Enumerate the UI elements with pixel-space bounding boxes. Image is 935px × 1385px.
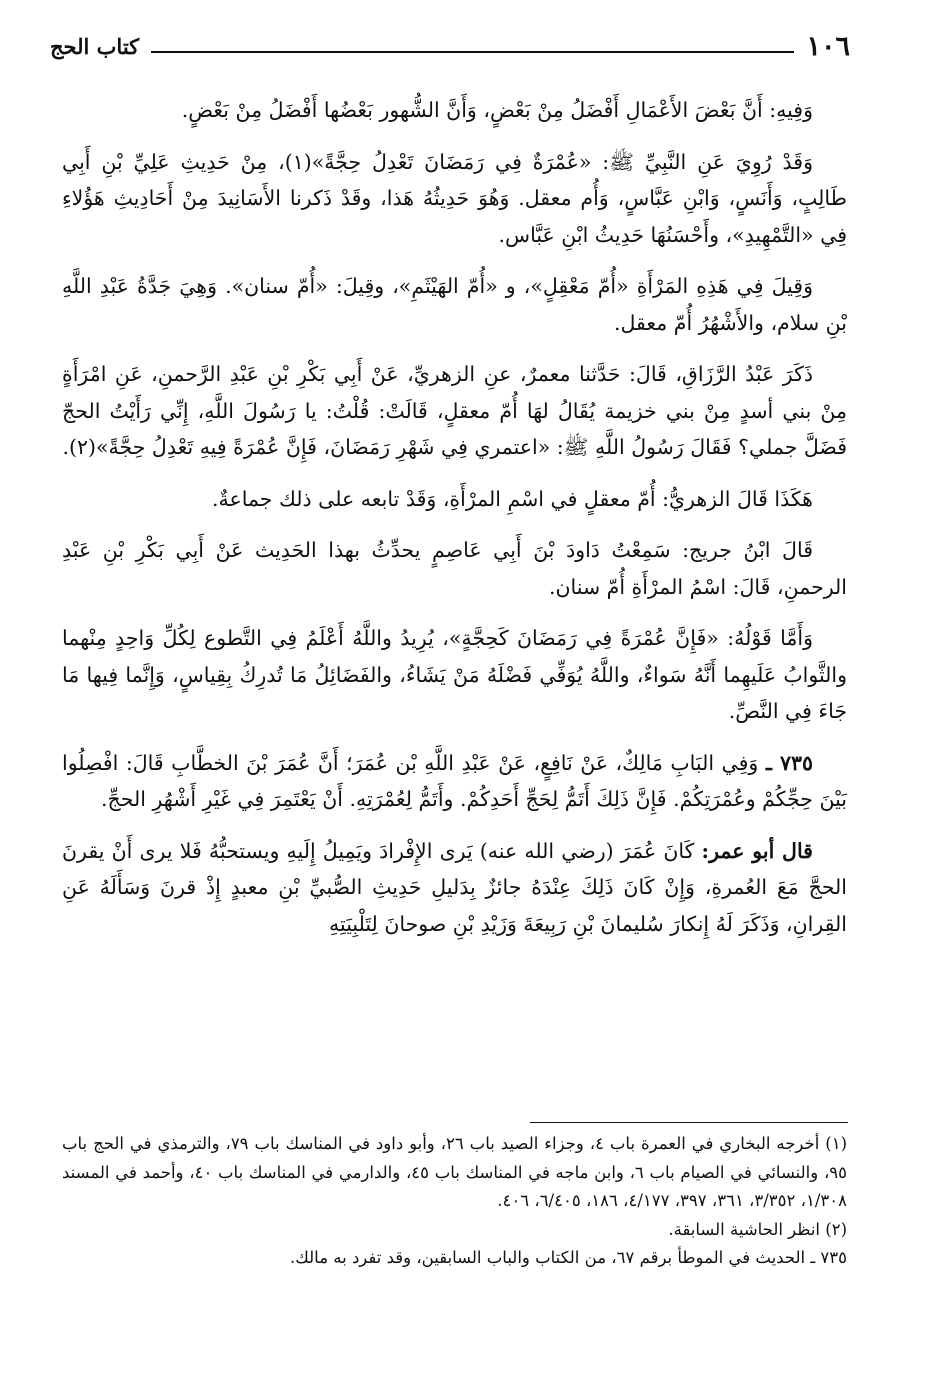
hadith-number: ٧٣٥ ـ xyxy=(765,750,813,775)
commentary-paragraph xyxy=(62,833,847,943)
page-header xyxy=(50,24,850,68)
paragraph: هَكَذَا قَالَ الزهريُّ: أُمّ معقلٍ في اسْمِ المرْأَةِ، وَقَدْ تابعه على ذلك جماعةٌ. xyxy=(211,486,813,511)
commentary-lead: قال أبو عمر: xyxy=(701,838,813,863)
running-title: كتاب الحج xyxy=(50,33,140,59)
main-text xyxy=(62,92,847,957)
paragraph: وَقَدْ رُوِيَ عَنِ النَّبِيِّ ﷺ: «عُمْرَةٌ فِي رَمَضَانَ تَعْدِلُ حِجَّةً»(١)، مِنْ حَدِيثِ عَلِيِّ بْنِ أَبِي طَالِبٍ، وَأَنَسٍ، وَابْنِ عَبَّاسٍ، وَأُم معقل. وَهُوَ حَدِيثُهُ هَذا، وقَدْ ذَكرنا الأَسَانِيدَ مِنْ أَحَادِيثِ هَؤُلاءِ فِي «التَّمْهِيدِ»، وأَحْسَنُهَا حَدِيثُ ابْنِ عَبَّاس. xyxy=(62,149,847,247)
footnotes xyxy=(62,1130,847,1273)
hadith-paragraph xyxy=(62,745,847,818)
commentary-text: كَانَ عُمَرَ (رضي الله عنه) يَرى الإِفْرادَ ويَمِيلُ إِلَيهِ ويستحبُّهُ فَلا يرى أَنْ يقرنَ الحجَّ مَعَ العُمرةِ، وَإِنْ كَانَ ذَلِكَ عِنْدَهُ جائزٌ بِدَليلِ حَدِيثِ الصُّبيِّ بْنِ معبدٍ إِذْ قرنَ وَسَأَلَهُ عَنِ القِرانِ، وَذَكَرَ لَهُ إِنكارَ سُليمانَ بْنِ رَبِيعَةَ وَزَيْدِ بْنِ صوحانَ لِتَلْبِيَتِهِ xyxy=(62,838,847,936)
paragraph: ذَكَرَ عَبْدُ الرَّزَاقِ، قَالَ: حَدَّثنا معمرٌ، عنِ الزهريِّ، عَنْ أَبِي بَكْرِ بْنِ عَبْدِ الرَّحمنِ، عَنِ امْرَأَةٍ مِنْ بني أسدٍ مِنْ بني خزيمة يُقَالُ لهَا أُمّ معقلٍ، قَالَتْ: قُلْتُ: يا رَسُولَ اللَّهِ، إِنِّي رَأَيْتُ الحجّ فَضَلَّ جملي؟ فَقَالَ رَسُولُ اللَّهِ ﷺ: «اعتمري فِي شَهْرِ رَمَضَانَ، فَإِنَّ عُمْرَةً فِيهِ تَعْدِلُ حِجَّةً»(٢). xyxy=(62,362,847,459)
paragraph: قَالَ ابْنُ جريج: سَمِعْتُ دَاودَ بْنَ أَبِي عَاصِمٍ يحدِّثُ بهذا الحَدِيث عَنْ أَبِي بَكْرِ بْنِ عَبْدِ الرحمنِ، قَالَ: اسْمُ المرْأَةِ أُمّ سنان. xyxy=(62,538,847,599)
footnote: (٢) انظر الحاشية السابقة. xyxy=(668,1219,847,1239)
header-rule xyxy=(151,51,794,53)
paragraph: وَفِيهِ: أَنَّ بَعْضَ الأَعْمَالِ أَفْضَلُ مِنْ بَعْضٍ، وَأَنَّ الشُّهور بَعْضُها أَفْضَلُ مِنْ بَعْضٍ. xyxy=(181,98,813,122)
page-number: ١٠٦ xyxy=(806,30,850,62)
hadith-text: وَفِي البَابِ مَالِكٌ، عَنْ نَافِعٍ، عَنْ عَبْدِ اللَّهِ بْن عُمَرَ؛ أَنَّ عُمَرَ بْنَ الخطَّابِ قَالَ: افْصِلُوا بَيْنَ حِجِّكُمْ وعُمْرَتِكُمْ. فَإِنَّ ذَلِكَ أَتَمُّ لِحَجِّ أَحَدِكُمْ. وأَتَمُّ لِعُمْرَتِهِ. أَنْ يَعْتَمِرَ فِي غَيْرِ أَشْهُرِ الحجِّ. xyxy=(62,750,847,811)
paragraph: وَأَمَّا قَوْلُهُ: «فَإِنَّ عُمْرَةً فِي رَمَضَانَ كَحِجَّةٍ»، يُرِيدُ واللَّهُ أَعْلَمُ فِي التَّطوع لِكُلِّ وَاحِدٍ مِنْهما والثَّوابُ عَلَيهِما أَنَّهُ سَواءٌ، واللَّهُ يُوَفِّي فَضْلَهُ مَنْ يَشَاءُ، والفَضَائِلُ مَا تُدرِكُ بِقِياسٍ، وَإِنَّما فِيها مَا جَاءَ فِي النَّصِّ. xyxy=(62,626,847,723)
footnote-divider xyxy=(530,1122,848,1123)
paragraph: وَقِيلَ فِي هَذِهِ المَرْأَةِ «أُمّ مَعْقِلٍ»، و «أُمّ الهَيْثَمِ»، وقِيلَ: «أُمّ سنان». وَهِيَ جَدَّةُ عَبْدِ اللَّهِ بْنِ سلام، والأَشْهُرُ أُمّ معقل. xyxy=(62,274,847,335)
footnote: (١) أخرجه البخاري في العمرة باب ٤، وجزاء الصيد باب ٢٦، وأبو داود في المناسك باب ٧٩، والترمذي في الحج باب ٩٥، والنسائي في الصيام باب ٦، وابن ماجه في المناسك باب ٤٥، والدارمي في المناسك باب ٤٠، وأحمد في المسند ١/٣٠٨، ٣/٣٥٢، ٣٦١، ٣٩٧، ٤/١٧٧، ١٨٦، ٦/٤٠٥، ٤٠٦. xyxy=(62,1134,848,1210)
footnote: ٧٣٥ ـ الحديث في الموطأ برقم ٦٧، من الكتاب والباب السابقين، وقد تفرد به مالك. xyxy=(289,1248,847,1267)
